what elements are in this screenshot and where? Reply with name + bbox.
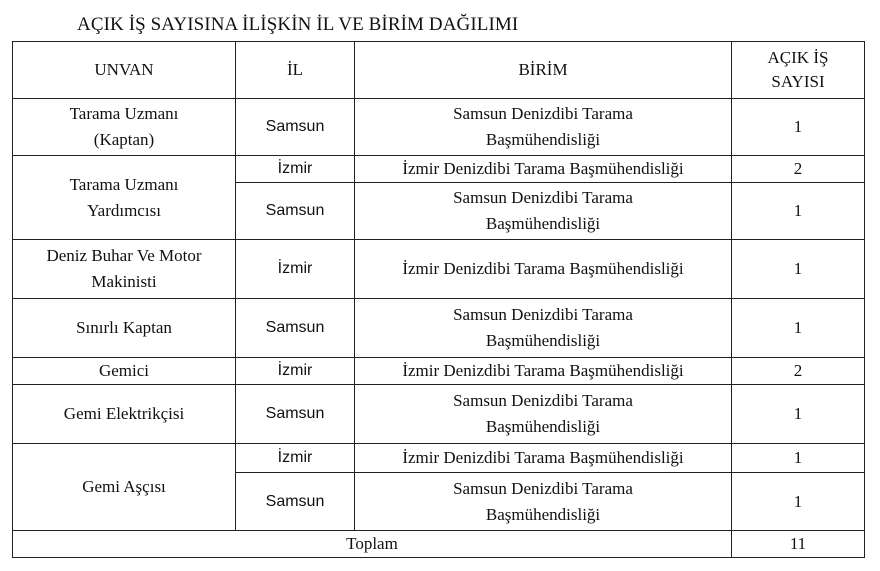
sayi-cell: 1 xyxy=(732,99,865,156)
il-cell: Samsun xyxy=(236,473,355,531)
header-sayi xyxy=(732,42,865,99)
table-row xyxy=(13,385,865,444)
birim-cell xyxy=(355,385,732,444)
birim-cell xyxy=(355,183,732,240)
birim-line1: Samsun Denizdibi Tarama xyxy=(453,104,633,123)
il-cell: Samsun xyxy=(236,183,355,240)
il-cell: İzmir xyxy=(236,444,355,473)
sayi-cell: 1 xyxy=(732,299,865,358)
job-distribution-table xyxy=(12,41,865,558)
birim-cell: İzmir Denizdibi Tarama Başmühendisliği xyxy=(355,358,732,385)
birim-cell: İzmir Denizdibi Tarama Başmühendisliği xyxy=(355,240,732,299)
total-row xyxy=(13,531,865,558)
birim-line1: Samsun Denizdibi Tarama xyxy=(453,478,633,498)
birim-line1: Samsun Denizdibi Tarama xyxy=(453,305,633,324)
header-il: İL xyxy=(236,42,355,99)
birim-cell xyxy=(355,99,732,156)
birim-line2: Başmühendisliği xyxy=(485,331,601,350)
table-row xyxy=(13,156,865,183)
birim-line2: Başmühendisliği xyxy=(485,130,601,149)
unvan-line2: Yardımcısı xyxy=(87,200,161,220)
birim-cell: İzmir Denizdibi Tarama Başmühendisliği xyxy=(355,156,732,183)
birim-cell: İzmir Denizdibi Tarama Başmühendisliği xyxy=(355,444,732,473)
sayi-cell: 1 xyxy=(732,183,865,240)
unvan-cell: Gemi Elektrikçisi xyxy=(13,385,236,444)
table-row xyxy=(13,299,865,358)
total-label: Toplam xyxy=(13,531,732,558)
table-title: AÇIK İŞ SAYISINA İLİŞKİN İL VE BİRİM DAĞILIMI xyxy=(77,14,519,35)
unvan-cell xyxy=(13,240,236,299)
sayi-cell: 1 xyxy=(732,385,865,444)
unvan-line2: Makinisti xyxy=(91,272,157,291)
birim-line1: Samsun Denizdibi Tarama xyxy=(453,188,633,207)
unvan-line1: Tarama Uzmanı xyxy=(69,174,179,194)
sayi-cell: 2 xyxy=(732,358,865,385)
unvan-line2: (Kaptan) xyxy=(93,130,155,149)
unvan-cell xyxy=(13,156,236,240)
header-row xyxy=(13,42,865,99)
birim-line2: Başmühendisliği xyxy=(485,504,601,524)
unvan-cell xyxy=(13,99,236,156)
header-sayi-line2: SAYISI xyxy=(771,72,825,91)
sayi-cell: 1 xyxy=(732,240,865,299)
birim-line2: Başmühendisliği xyxy=(485,417,601,436)
table-row xyxy=(13,99,865,156)
sayi-cell: 1 xyxy=(732,473,865,531)
header-unvan: UNVAN xyxy=(13,42,236,99)
unvan-line1: Deniz Buhar Ve Motor xyxy=(46,246,202,265)
il-cell: Samsun xyxy=(236,99,355,156)
il-cell: İzmir xyxy=(236,240,355,299)
table-row xyxy=(13,240,865,299)
il-cell: Samsun xyxy=(236,299,355,358)
table-row xyxy=(13,444,865,473)
birim-line2: Başmühendisliği xyxy=(485,214,601,233)
il-cell: İzmir xyxy=(236,358,355,385)
birim-cell xyxy=(355,473,732,531)
birim-cell xyxy=(355,299,732,358)
il-cell: Samsun xyxy=(236,385,355,444)
table-row xyxy=(13,358,865,385)
sayi-cell: 1 xyxy=(732,444,865,473)
birim-line1: Samsun Denizdibi Tarama xyxy=(453,391,633,410)
unvan-cell: Gemici xyxy=(13,358,236,385)
il-cell: İzmir xyxy=(236,156,355,183)
unvan-line1: Tarama Uzmanı xyxy=(69,104,179,123)
header-birim: BİRİM xyxy=(355,42,732,99)
sayi-cell: 2 xyxy=(732,156,865,183)
total-value: 11 xyxy=(732,531,865,558)
unvan-cell: Gemi Aşçısı xyxy=(13,444,236,531)
unvan-cell: Sınırlı Kaptan xyxy=(13,299,236,358)
header-sayi-line1: AÇIK İŞ xyxy=(767,48,829,67)
